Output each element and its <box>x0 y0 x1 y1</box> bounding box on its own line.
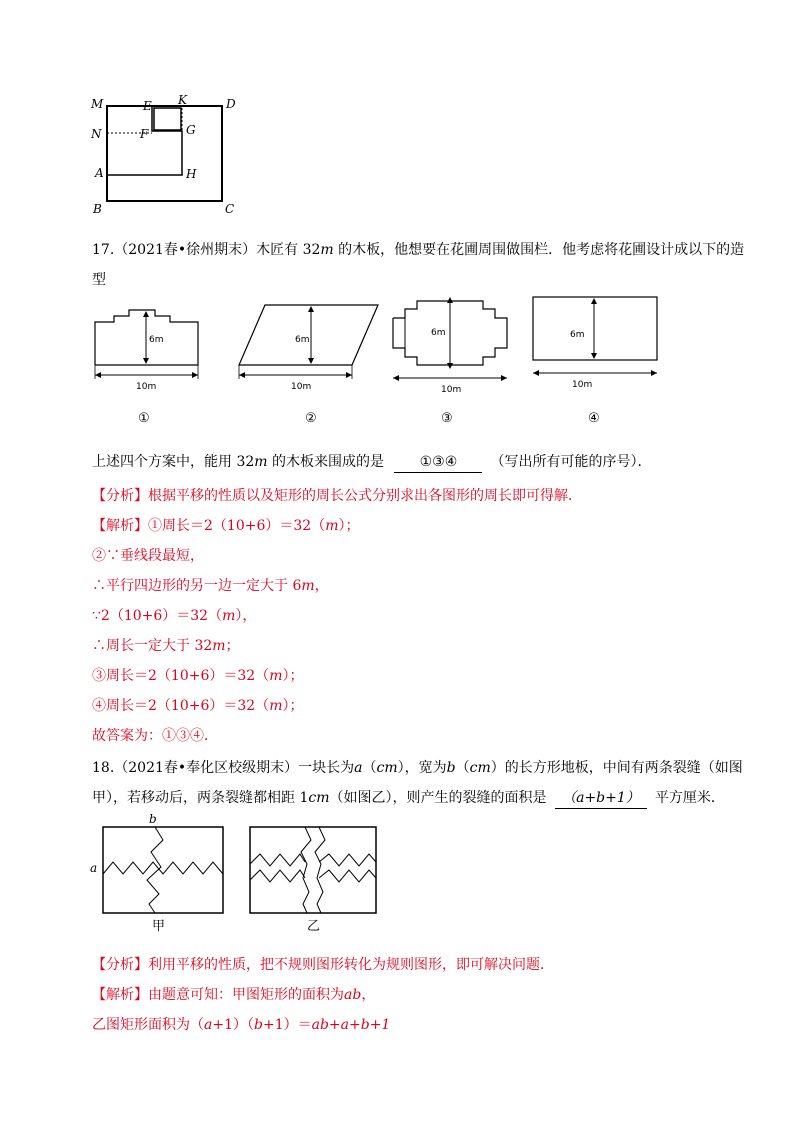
q18-statement: 18.（2021春•奉化区校级期末）一块长为a（cm），宽为b（cm）的长方形地板，中间有两条裂缝（如图 <box>92 760 743 776</box>
q17-solution-3: ∴平行四边形的另一边一定大于 6m， <box>92 578 329 594</box>
label-N: N <box>91 127 102 141</box>
q17-statement-cont: 型 <box>92 272 106 288</box>
q17-solution-4: ∵2（10+6）＝32（m）， <box>92 608 257 624</box>
q17-source: （2021春•徐州期末） <box>114 242 257 258</box>
q18-solution-1: 【解析】由题意可知：甲图矩形的面积为ab， <box>92 987 376 1003</box>
label-K: K <box>178 93 187 107</box>
label-b: b <box>149 812 157 826</box>
q18-analysis: 【分析】利用平移的性质，把不规则图形转化为规则图形，即可解决问题． <box>92 957 554 973</box>
q17-solution-2: ②∵垂线段最短， <box>92 548 204 564</box>
svg-text:10m: 10m <box>136 382 157 392</box>
q18-figure-yi <box>245 812 390 937</box>
q17-figure-2 <box>235 300 385 430</box>
svg-text:6m: 6m <box>431 328 446 338</box>
svg-text:10m: 10m <box>441 385 462 395</box>
label-B: B <box>93 202 102 216</box>
q17-answer: ①③④ <box>394 452 482 473</box>
svg-text:10m: 10m <box>572 380 593 390</box>
label-H: H <box>186 167 197 181</box>
caption-yi: 乙 <box>307 919 321 934</box>
svg-text:10m: 10m <box>291 382 312 392</box>
q17-figure-3 <box>385 293 515 430</box>
q18-answer: （a+b+1） <box>555 788 647 809</box>
label-D: D <box>226 97 236 111</box>
q17-solution-7: ④周长＝2（10+6）＝32（m）； <box>92 698 304 714</box>
q17-final-answer: 故答案为：①③④． <box>92 728 218 744</box>
svg-text:6m: 6m <box>295 335 310 345</box>
caption-jia: 甲 <box>152 919 166 934</box>
q18-statement-cont: 甲），若移动后，两条裂缝都相距 1cm（如图乙），则产生的裂缝的面积是 （a+b+1） 平方厘米． <box>92 788 725 809</box>
label-a: a <box>90 861 98 875</box>
figure-number-2: ② <box>305 411 317 426</box>
q18-figure-jia <box>85 812 230 937</box>
label-F: F <box>140 127 149 141</box>
label-M: M <box>91 97 104 111</box>
figure-number-4: ④ <box>588 411 600 426</box>
label-E: E <box>143 99 152 113</box>
label-A: A <box>95 166 104 180</box>
q17-solution-5: ∴周长一定大于 32m； <box>92 638 240 654</box>
q17-figure-4 <box>528 293 663 430</box>
q17-statement: 17.（2021春•徐州期末）木匠有 32m 的木板，他想要在花圃周围做围栏．他考虑将花圃设计成以下的造 <box>92 242 745 258</box>
q17-number: 17. <box>92 242 115 258</box>
q17-solution-1: 【解析】①周长＝2（10+6）＝32（m）； <box>92 518 360 534</box>
q17-question: 上述四个方案中，能用 32m 的木板来围成的是 ①③④ （写出所有可能的序号）． <box>92 452 651 473</box>
figure-number-1: ① <box>138 411 150 426</box>
figure-number-3: ③ <box>441 411 453 426</box>
q18-solution-2: 乙图矩形面积为（a+1）（b+1）＝ab+a+b+1 <box>92 1017 391 1033</box>
q17-figure-1 <box>90 300 205 430</box>
q17-solution-6: ③周长＝2（10+6）＝32（m）； <box>92 668 304 684</box>
q18-number: 18. <box>92 760 115 776</box>
q17-analysis: 【分析】根据平移的性质以及矩形的周长公式分别求出各图形的周长即可得解． <box>92 488 582 504</box>
q18-source: （2021春•奉化区校级期末） <box>114 760 299 776</box>
svg-text:6m: 6m <box>570 330 585 340</box>
geometry-figure-top <box>85 92 245 217</box>
svg-text:6m: 6m <box>149 335 164 345</box>
label-C: C <box>225 202 235 216</box>
label-G: G <box>186 123 196 137</box>
